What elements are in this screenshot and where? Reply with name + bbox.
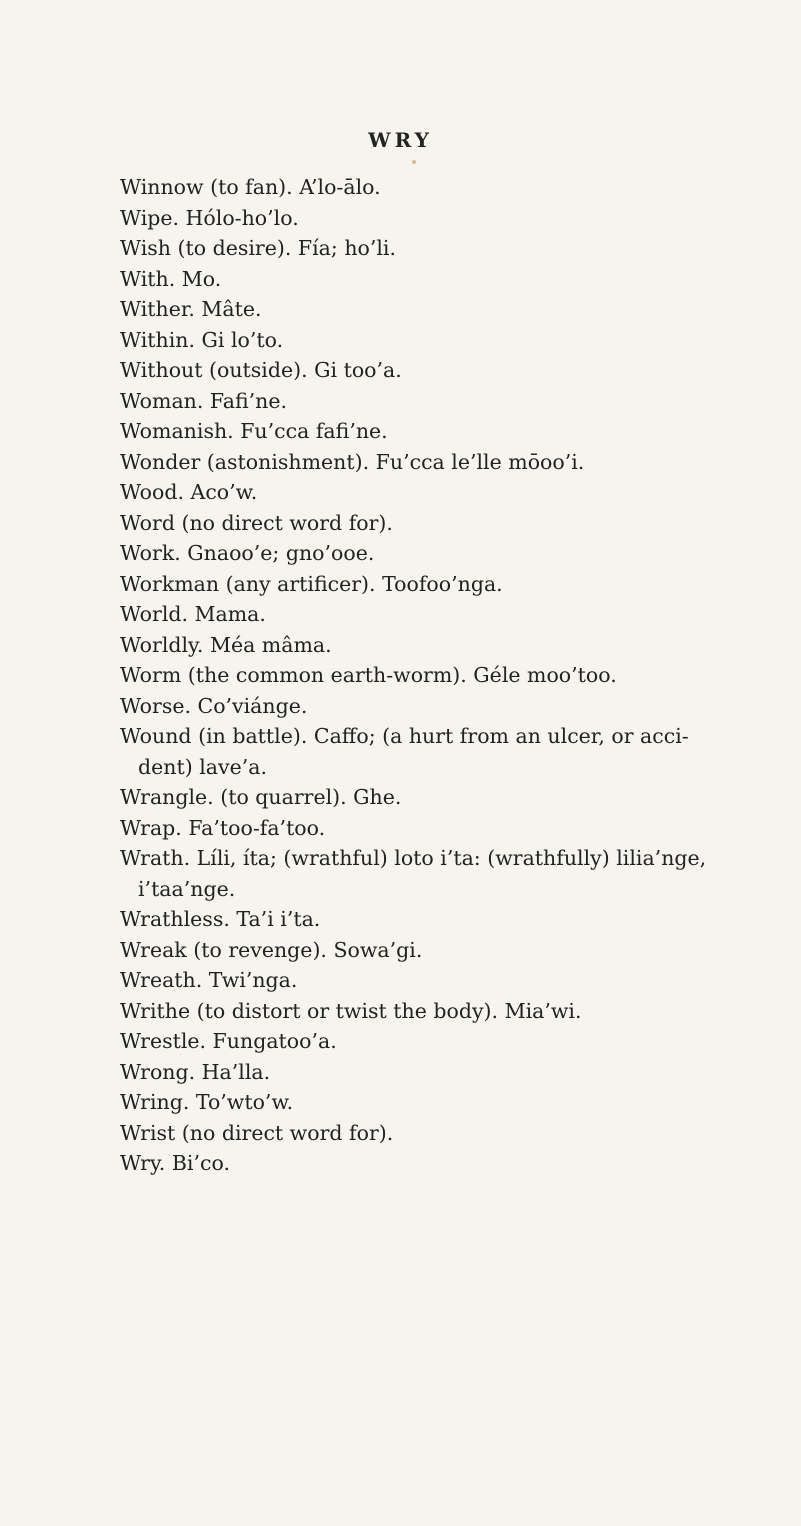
entry: World. Mama. bbox=[120, 602, 266, 626]
paper-speck bbox=[412, 160, 416, 164]
entry: Wreak (to revenge). Sowa’gi. bbox=[120, 937, 423, 962]
entry: Wrestle. Fungatoo’a. bbox=[120, 1029, 337, 1053]
entry: Wrist (no direct word for). bbox=[120, 1120, 394, 1145]
entry: Wrath. Líli, íta; (wrathful) loto i’ta: (wrathfully) lilia’nge, i’taa’nge. bbox=[120, 846, 707, 901]
entry: Winnow (to fan). A’lo-ālo. bbox=[120, 175, 381, 199]
entry: Wrangle. (to quarrel). Ghe. bbox=[120, 785, 402, 809]
entry: Woman. Fafi’ne. bbox=[120, 388, 288, 413]
running-head: WRY bbox=[368, 128, 433, 152]
entry: Wreath. Twi’nga. bbox=[120, 968, 298, 992]
entry: Worldly. Méa mâma. bbox=[120, 632, 332, 657]
entry: Wound (in battle). Caffo; (a hurt from an ulcer, or acci- dent) lave’a. bbox=[120, 724, 689, 779]
entry: With. Mo. bbox=[120, 266, 222, 291]
entry: Wipe. Hólo-ho’lo. bbox=[120, 205, 299, 230]
entry: Writhe (to distort or twist the body). Mia’wi. bbox=[120, 998, 582, 1023]
entry: Wring. To’wto’w. bbox=[120, 1090, 294, 1114]
entry: Word (no direct word for). bbox=[120, 510, 393, 535]
entry: Wry. Bi’co. bbox=[120, 1151, 230, 1175]
entry: Wrong. Ha’lla. bbox=[120, 1059, 271, 1084]
entry: Without (outside). Gi too’a. bbox=[120, 358, 402, 382]
entry: Wood. Aco’w. bbox=[120, 480, 258, 504]
entry: Wonder (astonishment). Fu’cca le’lle mōoo’i. bbox=[120, 449, 585, 474]
entry: Within. Gi lo’to. bbox=[120, 327, 284, 352]
entry: Wrap. Fa’too-fa’too. bbox=[120, 815, 326, 840]
entry: Workman (any artificer). Toofoo’nga. bbox=[120, 571, 503, 596]
entry: Worm (the common earth-worm). Géle moo’too. bbox=[120, 663, 617, 687]
entry: Work. Gnaoo’e; gno’ooe. bbox=[120, 541, 375, 565]
entry-list bbox=[0, 172, 801, 1179]
entry: Wither. Mâte. bbox=[120, 297, 262, 321]
entry: Worse. Co’viánge. bbox=[120, 693, 308, 718]
entry: Wish (to desire). Fía; ho’li. bbox=[120, 236, 397, 260]
entry: Wrathless. Ta’i i’ta. bbox=[120, 907, 321, 931]
entry: Womanish. Fu’cca fafi’ne. bbox=[120, 419, 388, 443]
